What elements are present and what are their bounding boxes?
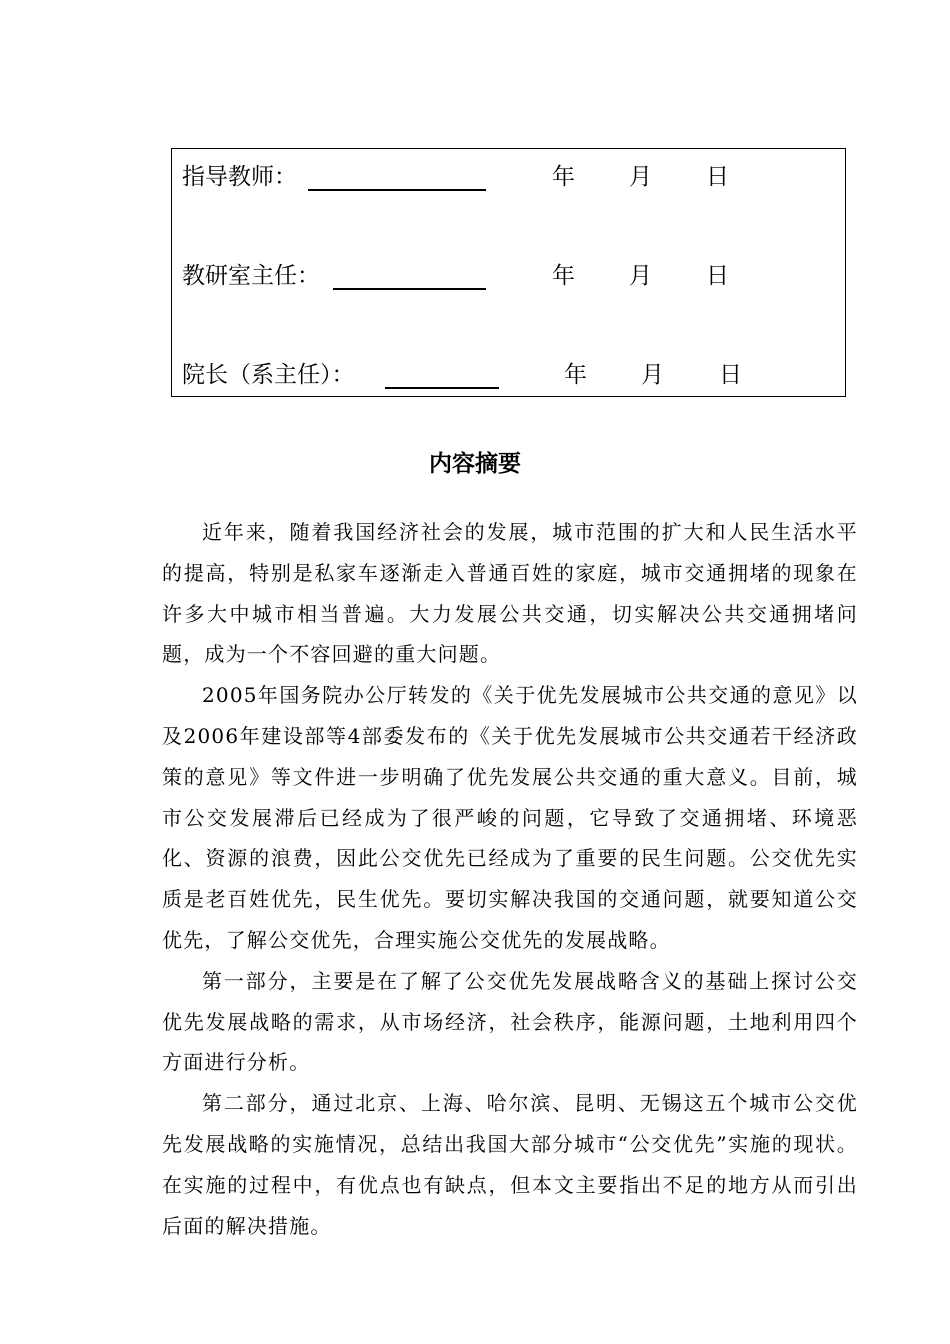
dean-signature-line[interactable] bbox=[385, 361, 499, 389]
abstract-paragraph: 第二部分，通过北京、上海、哈尔滨、昆明、无锡这五个城市公交优先发展战略的实施情况，总结出我国大部分城市“公交优先”实施的现状。在实施的过程中，有优点也有缺点，但本文主要指出不足的地方从而引出后面的解决措施。 bbox=[162, 1091, 858, 1238]
signature-table bbox=[171, 148, 846, 397]
advisor-year-label: 年 bbox=[552, 164, 575, 190]
director-month-label: 月 bbox=[629, 263, 652, 289]
director-day-label: 日 bbox=[706, 263, 729, 289]
abstract-paragraph: 第一部分，主要是在了解了公交优先发展战略含义的基础上探讨公交优先发展战略的需求，从市场经济，社会秩序，能源问题，土地利用四个方面进行分析。 bbox=[162, 968, 858, 1075]
advisor-month-label: 月 bbox=[629, 164, 652, 190]
director-signature-line[interactable] bbox=[333, 262, 486, 290]
abstract-title: 内容摘要 bbox=[429, 451, 521, 477]
abstract-body bbox=[162, 512, 858, 1246]
director-year-label: 年 bbox=[552, 263, 575, 289]
abstract-paragraph: 2005年国务院办公厅转发的《关于优先发展城市公共交通的意见》以及2006年建设部等4部委发布的《关于优先发展城市公共交通若干经济政策的意见》等文件进一步明确了优先发展公共交通的重大意义。目前，城市公交发展滞后已经成为了很严峻的问题，它导致了交通拥堵、环境恶化、资源的浪费，因此公交优先已经成为了重要的民生问题。公交优先实质是老百姓优先，民生优先。要切实解决我国的交通问题，就要知道公交优先，了解公交优先，合理实施公交优先的发展战略。 bbox=[162, 683, 858, 952]
advisor-label: 指导教师： bbox=[182, 164, 297, 190]
dean-label: 院长（系主任）： bbox=[182, 362, 355, 388]
abstract-paragraph: 近年来，随着我国经济社会的发展，城市范围的扩大和人民生活水平的提高，特别是私家车逐渐走入普通百姓的家庭，城市交通拥堵的现象在许多大中城市相当普遍。大力发展公共交通，切实解决公共交通拥堵问题，成为一个不容回避的重大问题。 bbox=[162, 520, 858, 667]
director-label: 教研室主任： bbox=[182, 263, 320, 289]
dean-day-label: 日 bbox=[719, 362, 742, 388]
dean-year-label: 年 bbox=[564, 362, 587, 388]
dean-month-label: 月 bbox=[641, 362, 664, 388]
advisor-signature-line[interactable] bbox=[308, 163, 486, 191]
advisor-day-label: 日 bbox=[706, 164, 729, 190]
